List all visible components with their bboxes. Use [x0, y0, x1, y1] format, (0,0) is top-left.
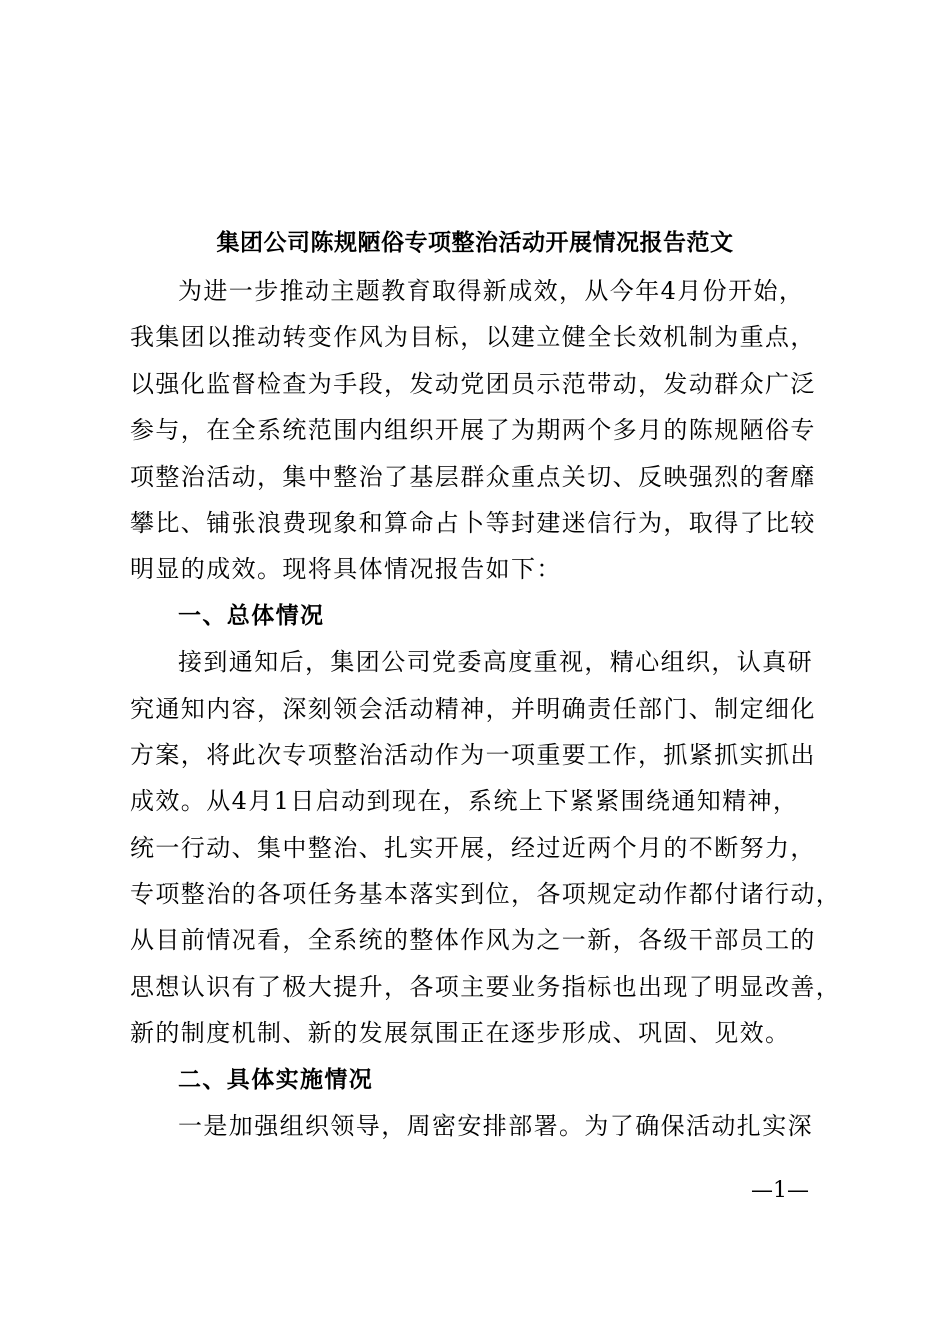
paragraph-line: 方案，将此次专项整治活动作为一项重要工作，抓紧抓实抓出 [130, 740, 816, 769]
document-title: 集团公司陈规陋俗专项整治活动开展情况报告范文 [216, 229, 734, 256]
paragraph-line: 项整治活动，集中整治了基层群众重点关切、反映强烈的奢靡 [130, 462, 816, 491]
paragraph-line: 从目前情况看，全系统的整体作风为之一新，各级干部员工的 [130, 926, 816, 955]
paragraph-line: 成效。从4月1日启动到现在，系统上下紧紧围绕通知精神， [130, 787, 799, 816]
section-heading: 一、总体情况 [178, 602, 325, 629]
section-heading: 二、具体实施情况 [178, 1066, 374, 1093]
paragraph-line: 一是加强组织领导，周密安排部署。为了确保活动扎实深 [178, 1112, 813, 1141]
paragraph-line: 攀比、铺张浪费现象和算命占卜等封建迷信行为，取得了比较 [130, 508, 816, 537]
paragraph-line: 为进一步推动主题教育取得新成效，从今年4月份开始， [178, 277, 805, 305]
paragraph-line: 以强化监督检查为手段，发动党团员示范带动，发动群众广泛 [130, 369, 816, 398]
paragraph-line: 接到通知后，集团公司党委高度重视，精心组织，认真研 [178, 648, 813, 677]
paragraph-line: 统一行动、集中整治、扎实开展，经过近两个月的不断努力， [130, 833, 816, 862]
page-number: —1— [751, 1178, 809, 1203]
paragraph-line: 我集团以推动转变作风为目标，以建立健全长效机制为重点， [130, 323, 816, 352]
paragraph-line: 究通知内容，深刻领会活动精神，并明确责任部门、制定细化 [130, 694, 816, 723]
paragraph-line: 参与，在全系统范围内组织开展了为期两个多月的陈规陋俗专 [130, 416, 816, 445]
paragraph-line: 专项整治的各项任务基本落实到位，各项规定动作都付诸行动， [130, 880, 842, 909]
paragraph-line: 明显的成效。现将具体情况报告如下： [130, 555, 562, 584]
paragraph-line: 新的制度机制、新的发展氛围正在逐步形成、巩固、见效。 [130, 1019, 791, 1048]
document-body [130, 268, 842, 1149]
paragraph-line: 思想认识有了极大提升，各项主要业务指标也出现了明显改善， [130, 972, 842, 1001]
